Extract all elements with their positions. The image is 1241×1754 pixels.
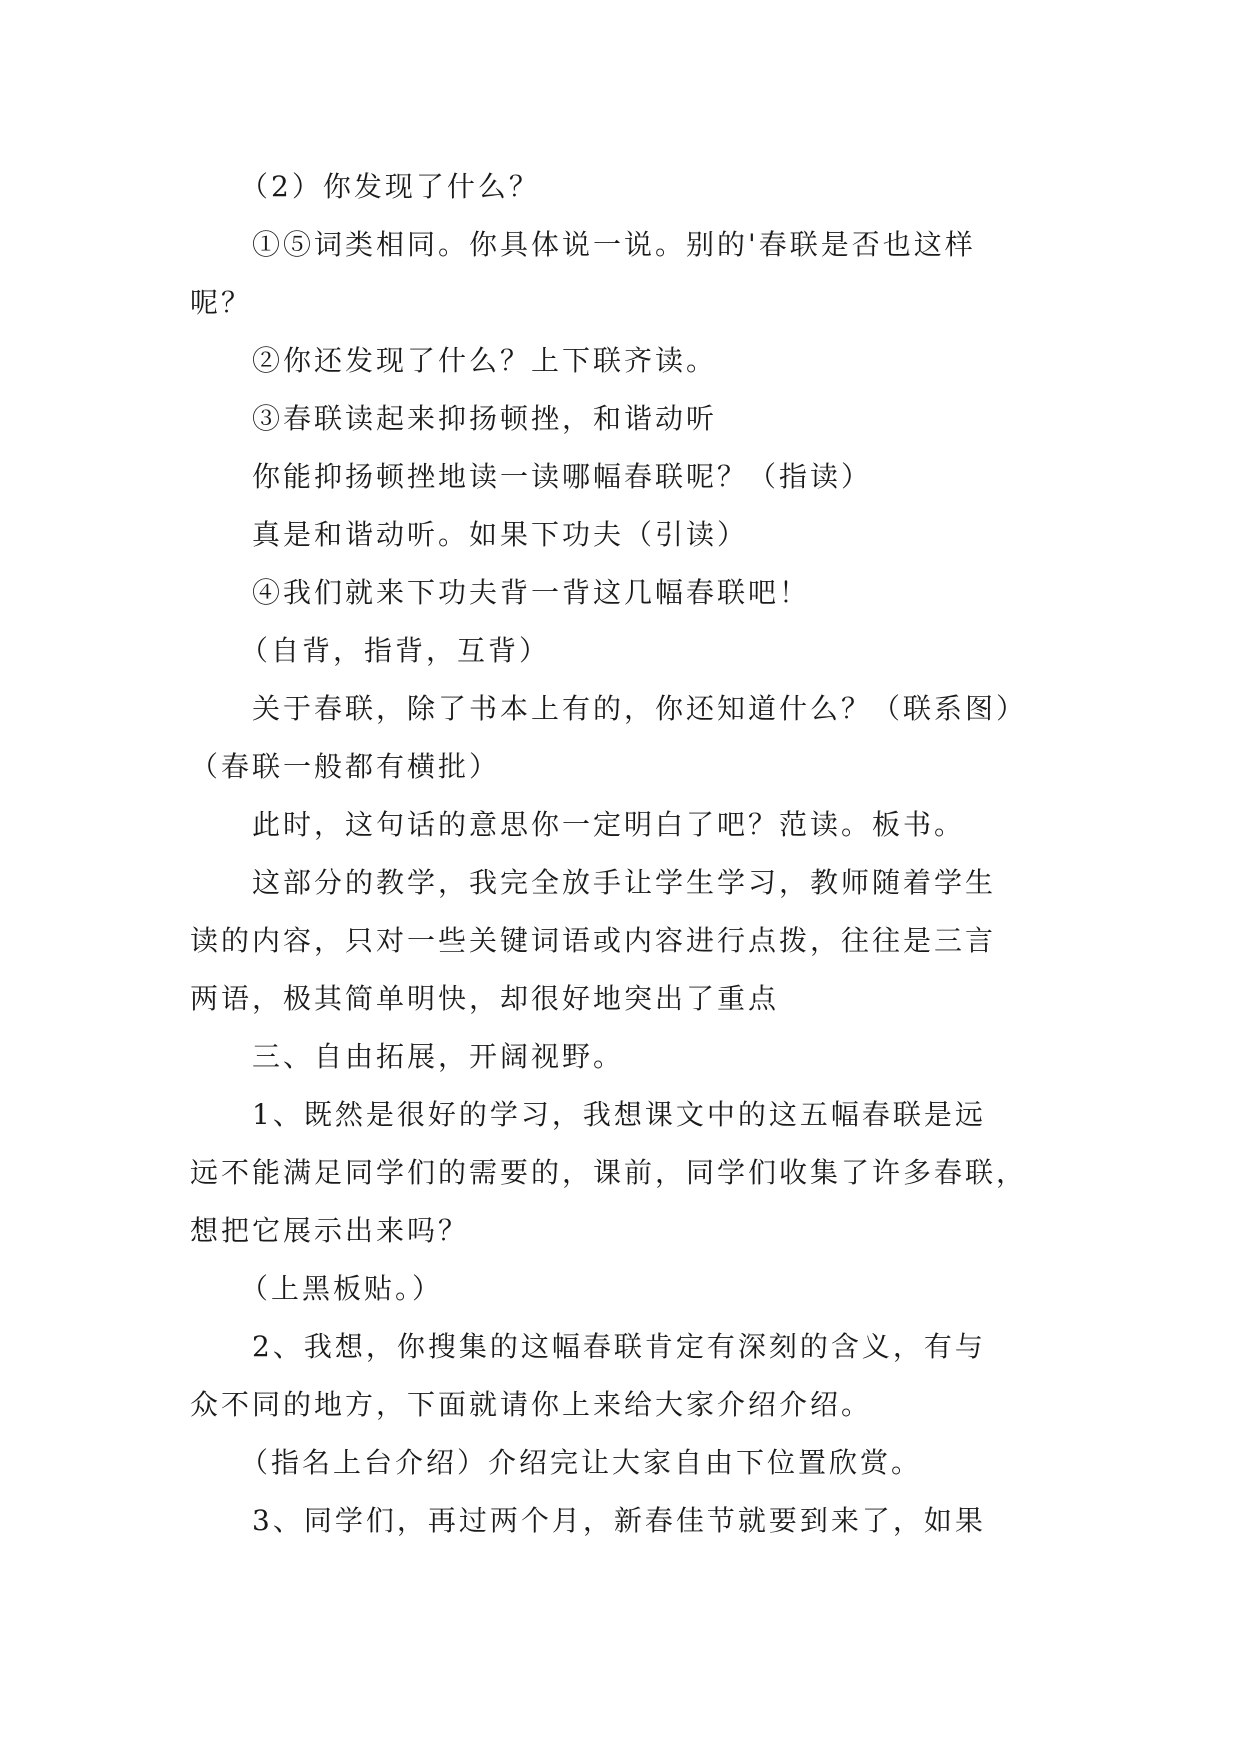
text-line: ①⑤词类相同。你具体说一说。别的'春联是否也这样 xyxy=(252,228,976,261)
text-line: （自背，指背，互背） xyxy=(240,634,551,667)
text-line: ③春联读起来抑扬顿挫，和谐动听 xyxy=(252,402,718,435)
text-line: 三、自由拓展，开阔视野。 xyxy=(252,1040,625,1073)
text-line: 2、我想，你搜集的这幅春联肯定有深刻的含义，有与 xyxy=(252,1330,986,1363)
document-body xyxy=(190,158,1060,1550)
text-line: 读的内容，只对一些关键词语或内容进行点拨，往往是三言 xyxy=(190,924,997,957)
text-line: （上黑板贴。） xyxy=(240,1272,444,1305)
text-line: ④我们就来下功夫背一背这几幅春联吧！ xyxy=(252,576,811,609)
text-line: 远不能满足同学们的需要的，课前，同学们收集了许多春联， xyxy=(190,1156,1028,1189)
text-line: （指名上台介绍）介绍完让大家自由下位置欣赏。 xyxy=(240,1446,923,1479)
text-line: 你能抑扬顿挫地读一读哪幅春联呢？（指读） xyxy=(252,460,873,493)
text-line: 关于春联，除了书本上有的，你还知道什么？（联系图） xyxy=(252,692,1028,725)
text-line: 呢？ xyxy=(190,286,253,319)
text-line: ②你还发现了什么？上下联齐读。 xyxy=(252,344,718,377)
text-line: 3、同学们，再过两个月，新春佳节就要到来了，如果 xyxy=(252,1504,986,1537)
text-line: （春联一般都有横批） xyxy=(190,750,501,783)
text-line: 此时，这句话的意思你一定明白了吧？范读。板书。 xyxy=(252,808,966,841)
text-line: 这部分的教学，我完全放手让学生学习，教师随着学生 xyxy=(252,866,997,899)
text-line: （2）你发现了什么？ xyxy=(240,170,540,203)
text-line: 想把它展示出来吗？ xyxy=(190,1214,470,1247)
text-line: 两语，极其简单明快，却很好地突出了重点 xyxy=(190,982,780,1015)
text-line: 真是和谐动听。如果下功夫（引读） xyxy=(252,518,749,551)
text-line: 1、既然是很好的学习，我想课文中的这五幅春联是远 xyxy=(252,1098,986,1131)
text-line: 众不同的地方，下面就请你上来给大家介绍介绍。 xyxy=(190,1388,873,1421)
